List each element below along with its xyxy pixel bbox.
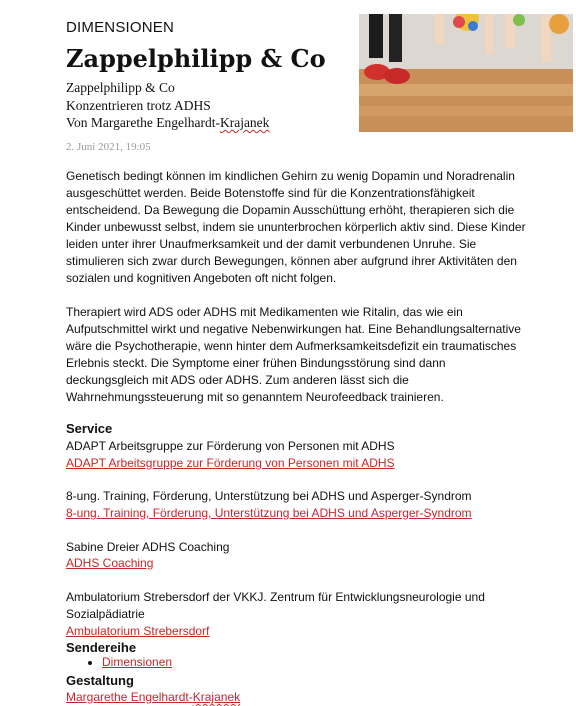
body-paragraph-2: Therapiert wird ADS oder ADHS mit Medikamenten wie Ritalin, das wie ein Aufputschmittel wirkt und negative Nebenwirkungen hat. Eine Behandlungsalternative wäre die Psychotherapie, wenn hinter dem Aufmerksamkeitsdefizit ein traumatisches Erlebnis steckt. Die Symptome einer frühen Bindungsstörung sind dann deckungsgleich mit ADS oder ADHS. Zum anderen lässt sich die Wahrnehmungssteuerung mit so genanntem Neurofeedback trainieren. <box>66 305 521 404</box>
service-entry-3-text: Sabine Dreier ADHS Coaching <box>66 540 230 554</box>
sendereihe-list <box>66 655 172 669</box>
sendereihe-heading: Sendereihe <box>66 640 137 655</box>
author-text: Von Margarethe Engelhardt-Krajanek <box>66 115 270 130</box>
section-kicker: DIMENSIONEN <box>66 19 175 36</box>
service-entry-4-text: Ambulatorium Strebersdorf der VKKJ. Zentrum für Entwicklungsneurologie und Sozialpädiatrie <box>66 590 485 621</box>
author-link[interactable]: Margarethe Engelhardt-Krajanek <box>66 690 241 704</box>
service-entry-1-text: ADAPT Arbeitsgruppe zur Förderung von Personen mit ADHS <box>66 439 395 453</box>
service-entry-4-link[interactable]: Ambulatorium Strebersdorf <box>66 624 210 638</box>
author-line <box>66 114 269 132</box>
hero-image <box>359 14 573 132</box>
publish-date: 2. Juni 2021, 19:05 <box>66 141 151 153</box>
gestaltung-heading: Gestaltung <box>66 673 134 688</box>
service-entry-1-link[interactable]: ADAPT Arbeitsgruppe zur Förderung von Personen mit ADHS <box>66 456 395 470</box>
series-link[interactable]: Dimensionen <box>102 655 173 669</box>
service-entry-2-link[interactable]: 8-ung. Training, Förderung, Unterstützung bei ADHS und Asperger-Syndrom <box>66 506 472 520</box>
subtitle-topic: Konzentrieren trotz ADHS <box>66 97 211 113</box>
subtitle-series: Zappelphilipp & Co <box>66 80 175 95</box>
service-entry-3-link[interactable]: ADHS Coaching <box>66 556 154 570</box>
spellcheck-marked-word: Krajanek <box>219 115 270 130</box>
service-entry-2-text: 8-ung. Training, Förderung, Unterstützung bei ADHS und Asperger-Syndrom <box>66 489 472 503</box>
list-item <box>102 655 172 669</box>
body-paragraph-1: Genetisch bedingt können im kindlichen Gehirn zu wenig Dopamin und Noradrenalin ausgeschüttet werden. Beide Botenstoffe sind für die Konzentrationsfähigkeit entscheidend. Da Bewegung die Dopamin Ausschüttung erhöht, therapieren sich die Kinder unbewusst selbst, indem sie ununterbrochen körperlich aktiv sind. Diese Kinder leiden unter ihrer Unaufmerksamkeit und der damit verbundenen Unruhe. Sie stimulieren sich zwar durch Bewegungen, können aber aufgrund ihrer Aktivitäten den sozialen und kognitiven Angeboten oft nicht folgen. <box>66 169 526 285</box>
children-playing-illustration <box>359 14 573 132</box>
service-heading: Service <box>66 421 113 436</box>
subtitle-block <box>66 79 269 132</box>
page-title: Zappelphilipp & Co <box>66 44 326 73</box>
spellcheck-marked-word: Krajanek <box>192 690 241 704</box>
